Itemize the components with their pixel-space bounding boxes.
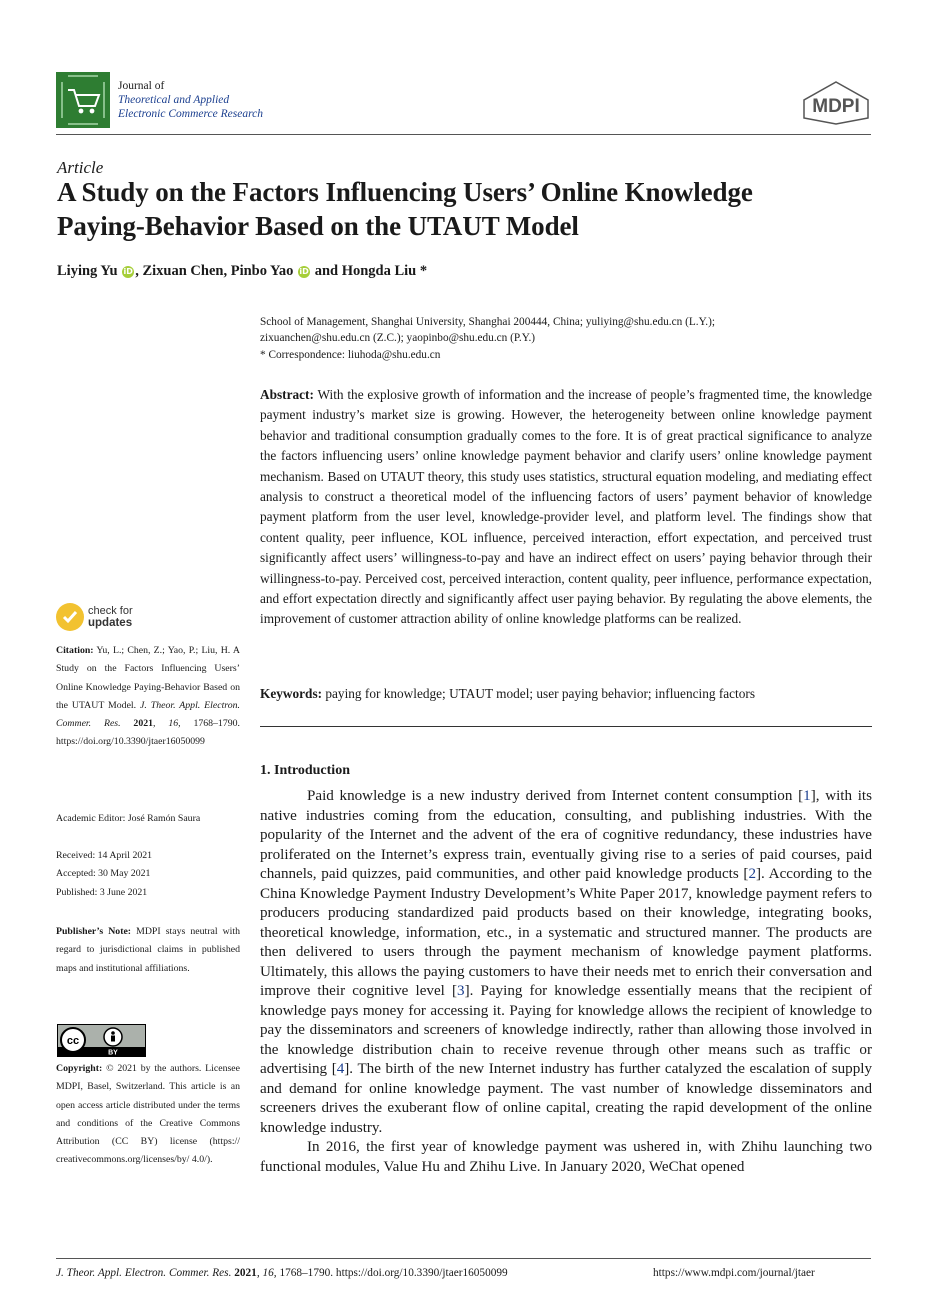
abstract-text: With the explosive growth of information and the increase of people’s fragmented time, the knowledge payment industry’s market size is growing. However, the heterogeneity between online knowledge payment behavior and traditional consumption gradually comes to the fore. It is of great practical significance to analyze the factors influencing users’ online knowledge payment behavior and clarify users’ online knowledge payment mechanism. Based on UTAUT theory, this study uses statistics, structural equation modeling, and mediating effect analysis to construct a theoretical model of the influencing factors of users’ payment behavior of knowledge payment platform from the user level, knowledge-provider level, and platform level. The findings show that content quality, peer influence, KOL influence, perceived interaction, effort expectation, and perceived trust significantly affect users’ willingness-to-pay and have an indirect effect on users’ paying behavior through their willingness-to-pay. Perceived cost, perceived interaction, content quality, peer influence, performance expectation, and effort expectation directly and significantly affect user paying behavior. By regulating the above elements, the improvement of customer attraction ability of online knowledge platforms can be realized. [260,387,873,627]
copyright-notice: Copyright: © 2021 by the authors. Licensee MDPI, Basel, Switzerland. This article is an open access article distributed under the terms and conditions of the Creative Commons Attribution (CC BY) license (https:// creativecommons.org/licenses/by/ 4.0/). [56,1063,240,1166]
footer-citation: J. Theor. Appl. Electron. Commer. Res. 2021, 16, 1768–1790. https://doi.org/10.3390/jtaer16050099 [56,1267,508,1279]
journal-logo [56,72,110,128]
paragraph: In 2016, the first year of knowledge payment was ushered in, with Zhihu launching two functional modules, Value Hu and Zhihu Live. In January 2020, WeChat opened [260,1139,872,1175]
orcid-icon[interactable]: iD [299,267,309,276]
publisher-logo [798,80,874,126]
reference-link[interactable]: 3 [457,983,465,999]
abstract [260,385,872,630]
affiliations [260,314,872,363]
journal-name-line3: Electronic Commerce Research [118,108,263,120]
reference-link[interactable]: 1 [803,788,811,804]
orcid-icon[interactable]: iD [123,267,133,276]
article-type: Article [57,158,104,177]
author-list [57,263,427,280]
keywords-label: Keywords: [260,686,323,701]
checkmark-icon [56,603,84,631]
introduction-body [260,787,872,1177]
accepted-date: Accepted: 30 May 2021 [56,868,151,880]
paper-title [57,175,877,243]
section-heading: 1. Introduction [260,763,350,778]
journal-url-link[interactable]: https://www.mdpi.com/journal/jtaer [653,1267,815,1279]
footer-divider [56,1258,871,1259]
cc-by-license-icon[interactable] [57,1024,146,1057]
affiliation-line: School of Management, Shanghai University, Shanghai 200444, China; yuliying@shu.edu.cn (L.Y.); [260,316,716,328]
publisher-note: Publisher’s Note: MDPI stays neutral with regard to jurisdictional claims in published maps and institutional affiliations. [56,926,241,974]
check-for-updates-button[interactable] [56,603,196,635]
doi-link[interactable]: 1768–1790. https://doi.org/10.3390/jtaer16050099 [56,718,240,748]
check-label: check for [88,605,133,617]
journal-name [118,79,263,121]
header-divider [56,134,871,135]
author-name: and Hongda Liu * [314,263,428,279]
cc-label: BY [108,1049,118,1056]
updates-label: updates [88,617,133,629]
correspondence: * Correspondence: liuhoda@shu.edu.cn [260,348,441,361]
academic-editor: Academic Editor: José Ramón Saura [56,813,201,824]
footer-doi-link[interactable]: 1768–1790. https://doi.org/10.3390/jtaer16050099 [279,1267,508,1279]
paragraph: Paid knowledge is a new industry derived from Internet content consumption [1], with its native industries coming from the education, consulting, and publishing industries. With the popularity of the Internet and the advent of the era of cognitive redundancy, these industries have proliferated on the Internet’s express train, eventually giving rise to a series of paid courses, paid channels, paid quizzes, paid communities, and other paid knowledge products [2]. According to the China Knowledge Payment Industry Development’s White Paper 2017, knowledge payment refers to producers producing standardized paid products based on their knowledge, integrating books, theoretical knowledge, information, etc., in a systematic and structured manner. The products are then delivered to users through the payment mechanism of knowledge payment platforms. Ultimately, this allows the paying customers to have their needs met to enrich their conversation and improve their cognitive level [3]. Paying for knowledge essentially means that the recipient of knowledge pays money for accessing it. Paying for knowledge allows the recipient of knowledge to pay the disseminators and screeners of knowledge indirectly, rather than allowing those involved in the knowledge distribution chain to receive revenue through other means such as traffic or advertising [4]. The birth of the new Internet industry has further catalyzed the escalation of supply and demand for online knowledge payment. The vast number of knowledge disseminators and screeners drives the exuberant flow of online capital, creating the rapid development of the online knowledge industry. [260,788,872,1136]
svg-text:cc: cc [66,1035,80,1047]
publisher-logo-text: MDPI [812,96,860,117]
reference-link[interactable]: 4 [336,1061,345,1077]
paper-title-line1: A Study on the Factors Influencing Users’ Online Knowledge [57,177,753,207]
citation: Citation: Yu, L.; Chen, Z.; Yao, P.; Liu, H. A Study on the Factors Influencing Users’ Online Knowledge Paying-Behavior Based on the UTAUT Model. J. Theor. Appl. Electron. Commer. Res. 2021, 16, 1768–1790. https://doi.org/10.3390/jtaer16050099 [56,645,240,748]
author-name: , Zixuan Chen, Pinbo Yao [135,263,294,279]
journal-name-line2: Theoretical and Applied [118,94,230,106]
keywords-text: paying for knowledge; UTAUT model; user paying behavior; influencing factors [325,686,755,701]
section-divider [260,726,872,727]
paper-title-line2: Paying-Behavior Based on the UTAUT Model [57,211,579,241]
journal-name-line1: Journal of [118,80,165,92]
author-name: Liying Yu [57,263,118,279]
reference-link[interactable]: 2 [748,866,756,882]
publication-dates [56,847,240,902]
published-date: Published: 3 June 2021 [56,886,148,898]
abstract-label: Abstract: [260,387,314,402]
affiliation-line: zixuanchen@shu.edu.cn (Z.C.); yaopinbo@shu.edu.cn (P.Y.) [260,332,536,345]
received-date: Received: 14 April 2021 [56,850,153,861]
citation-label: Citation: [56,645,94,656]
keywords [260,686,872,702]
